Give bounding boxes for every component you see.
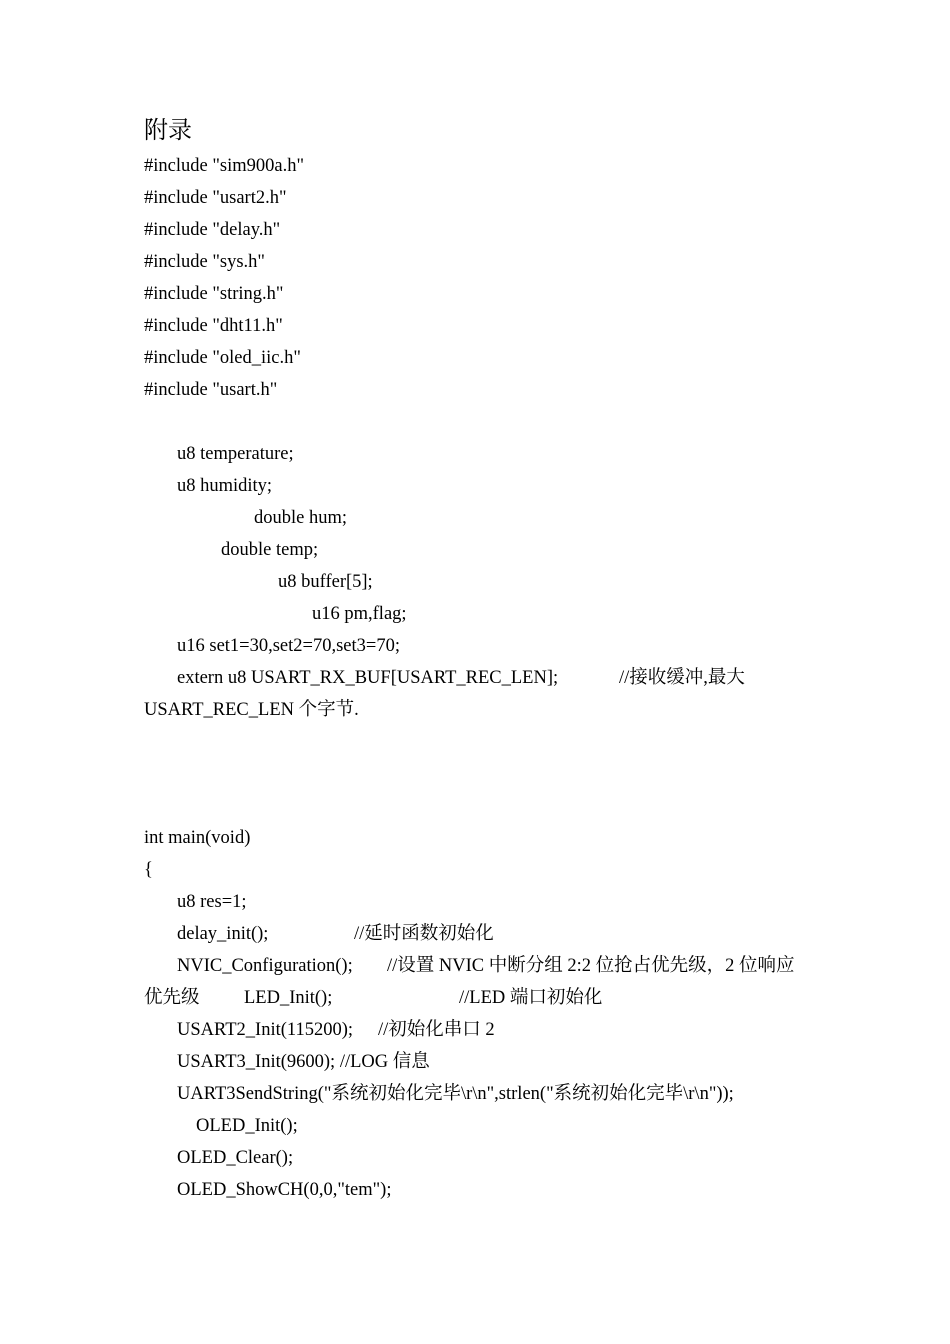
include-line: #include "oled_iic.h" — [144, 348, 301, 368]
code-line: u8 res=1; — [177, 892, 247, 912]
declaration-line: double hum; — [254, 508, 348, 528]
include-line: #include "usart2.h" — [144, 188, 287, 208]
appendix-heading: 附录 — [144, 116, 192, 144]
code-line: OLED_ShowCH(0,0,"tem"); — [177, 1180, 392, 1200]
code-comment: //初始化串口 2 — [378, 1020, 495, 1040]
include-line: #include "string.h" — [144, 284, 284, 304]
declaration-line: u16 pm,flag; — [312, 604, 407, 624]
include-line: #include "sim900a.h" — [144, 156, 304, 176]
code-line: USART3_Init(9600); //LOG 信息 — [177, 1052, 430, 1072]
main-signature: int main(void) — [144, 828, 251, 848]
code-line: USART2_Init(115200); — [177, 1020, 354, 1040]
code-line: OLED_Init(); — [196, 1116, 298, 1136]
code-comment: //LED 端口初始化 — [459, 988, 603, 1008]
declaration-line: u16 set1=30,set2=70,set3=70; — [177, 636, 400, 656]
include-line: #include "usart.h" — [144, 380, 278, 400]
declaration-line: double temp; — [221, 540, 319, 560]
code-line: NVIC_Configuration(); — [177, 956, 353, 976]
declaration-line: u8 temperature; — [177, 444, 294, 464]
include-line: #include "dht11.h" — [144, 316, 283, 336]
code-line: UART3SendString("系统初始化完毕\r\n",strlen("系统初始化完毕\r\n")); — [177, 1084, 734, 1104]
declaration-line: extern u8 USART_RX_BUF[USART_REC_LEN]; — [177, 668, 559, 688]
declaration-line: u8 buffer[5]; — [278, 572, 373, 592]
code-line: OLED_Clear(); — [177, 1148, 294, 1168]
include-line: #include "sys.h" — [144, 252, 265, 272]
code-line: delay_init(); — [177, 924, 269, 944]
open-brace: { — [144, 860, 153, 880]
code-comment: 优先级 — [144, 988, 200, 1008]
code-line: LED_Init(); — [244, 988, 333, 1008]
code-comment: //延时函数初始化 — [354, 924, 494, 944]
declaration-line: u8 humidity; — [177, 476, 273, 496]
code-comment: //接收缓冲,最大 — [619, 668, 745, 688]
declaration-line: USART_REC_LEN 个字节. — [144, 700, 359, 720]
code-comment: //设置 NVIC 中断分组 2:2 位抢占优先级，2 位响应 — [387, 956, 795, 976]
include-line: #include "delay.h" — [144, 220, 281, 240]
